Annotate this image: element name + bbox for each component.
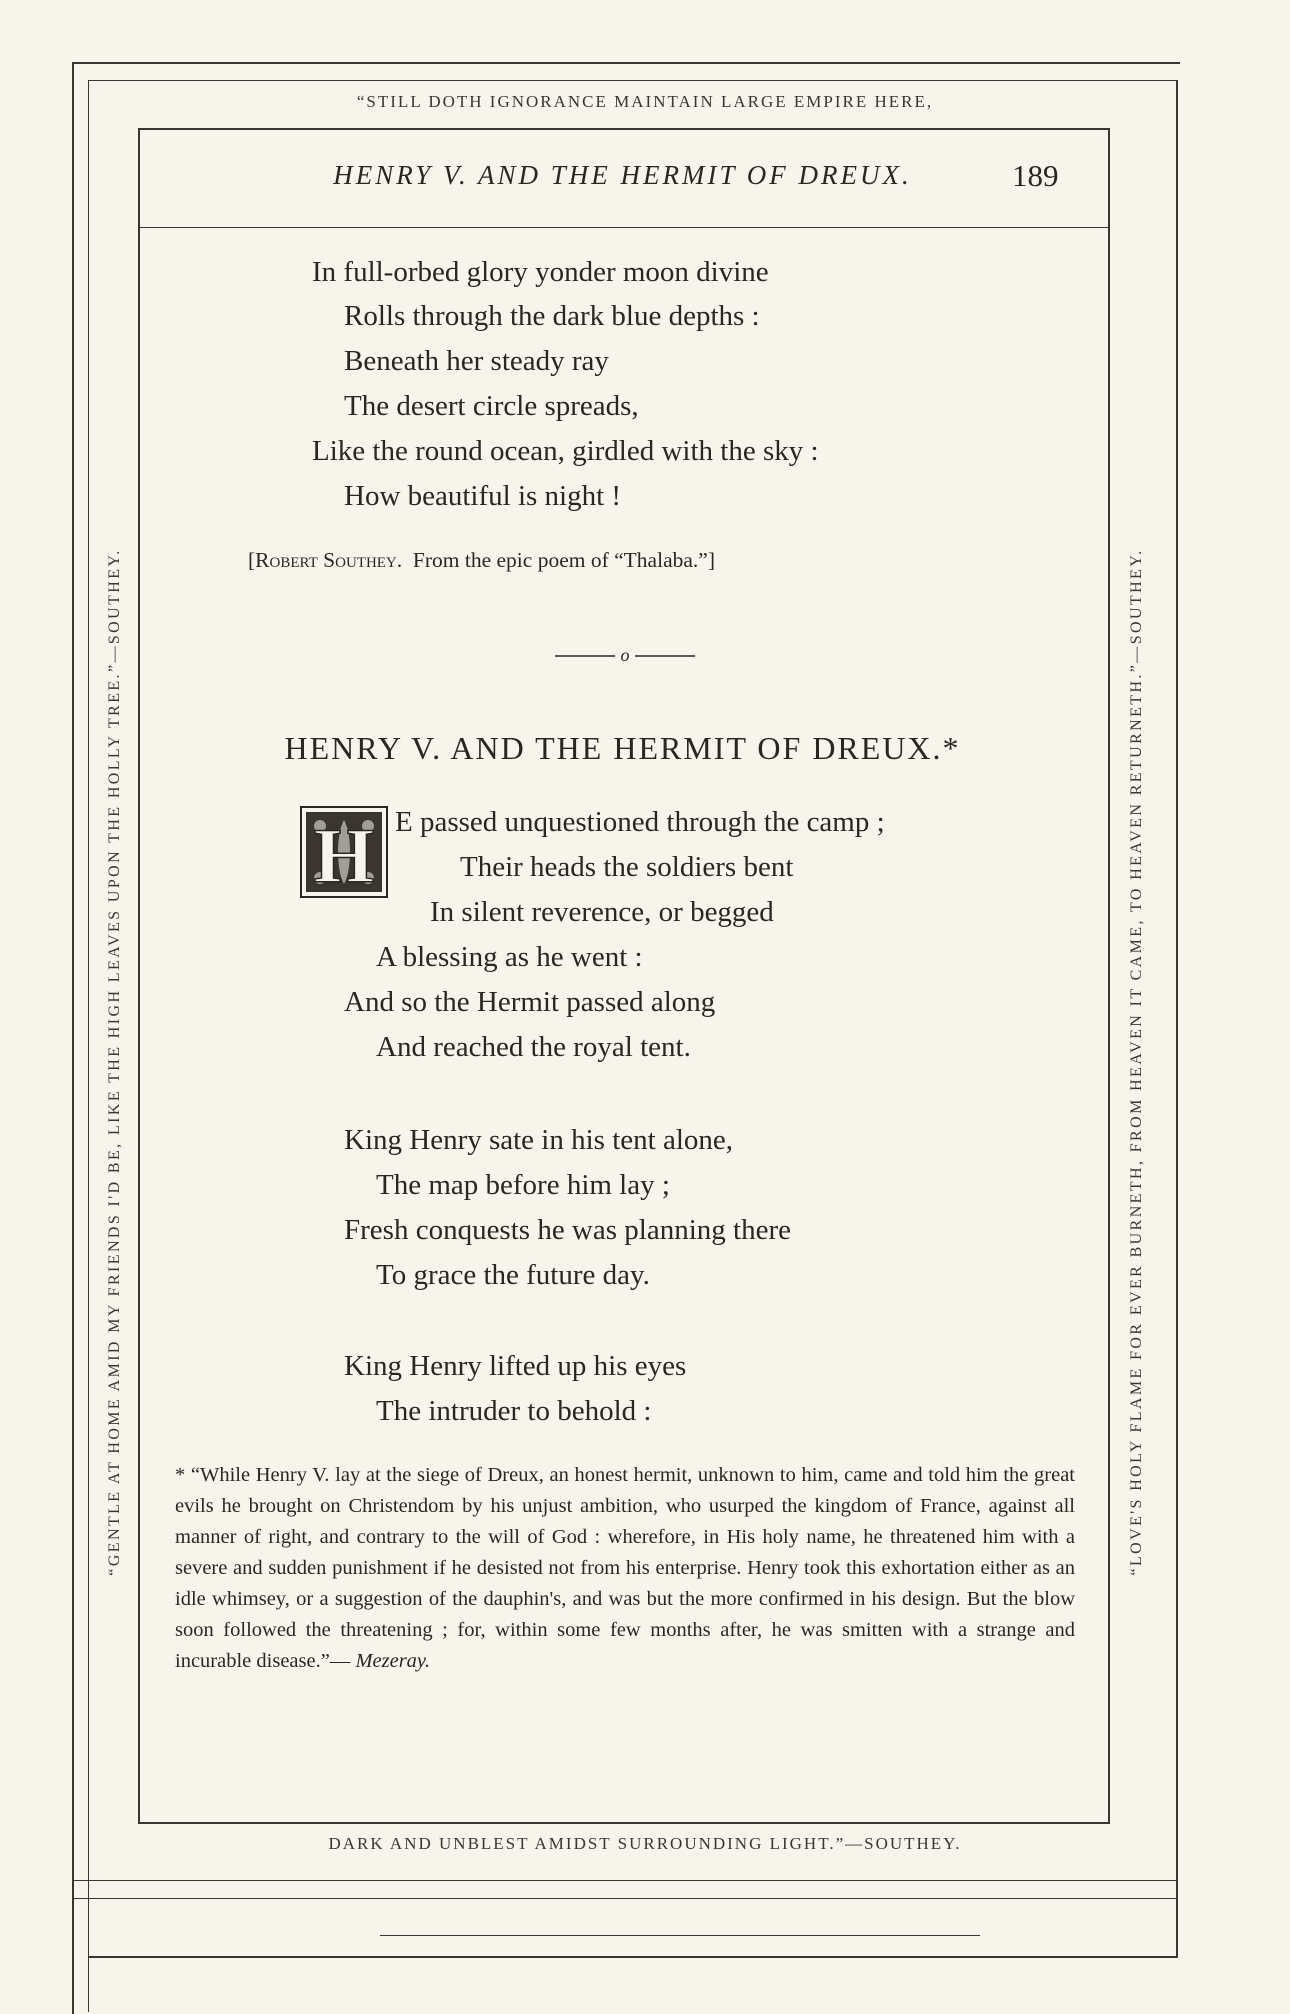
outer-frame-right (1176, 80, 1178, 1956)
attribution-rest: From the epic poem of “Thalaba.”] (412, 548, 715, 572)
poem-line: In full-orbed glory yonder moon divine (312, 256, 769, 288)
poem-line: A blessing as he went : (376, 941, 643, 973)
outer-frame-bottom (88, 1956, 1178, 1958)
top-border-quote: “STILL DOTH IGNORANCE MAINTAIN LARGE EMPIRE HERE, (356, 92, 934, 111)
poem-line: Beneath her steady ray (344, 345, 609, 377)
poem-line: How beautiful is night ! (344, 480, 622, 512)
footer-rule-3 (380, 1935, 980, 1936)
inner-box-left (138, 128, 140, 1824)
poem-line: The desert circle spreads, (344, 390, 639, 422)
bottom-border-quote: DARK AND UNBLEST AMIDST SURROUNDING LIGHT.”—SOUTHEY. (328, 1834, 962, 1853)
inner-box-bottom (138, 1822, 1110, 1824)
poem-line: The intruder to behold : (376, 1395, 652, 1427)
poem-line: And so the Hermit passed along (344, 986, 716, 1018)
drop-cap-ornament (300, 806, 388, 898)
right-border-quote: “LOVE'S HOLY FLAME FOR EVER BURNETH, FROM HEAVEN IT CAME, TO HEAVEN RETURNETH.”—SOUTHEY. (1128, 548, 1145, 1576)
left-border-quote: “GENTLE AT HOME AMID MY FRIENDS I'D BE, LIKE THE HIGH LEAVES UPON THE HOLLY TREE.”—SOUTHEY. (106, 548, 123, 1576)
poem-line: In silent reverence, or begged (430, 896, 774, 928)
poem-line: E passed unquestioned through the camp ; (395, 806, 885, 838)
footnote-text: * “While Henry V. lay at the siege of Dreux, an honest hermit, unknown to him, came and told him the great evils he brought on Christendom by his unjust ambition, who usurped the kingdom of France, against all manner of right, and contrary to the will of God : wherefore, in His holy name, he threatened him with a severe and sudden punishment if he desisted not from his enterprise. Henry took this exhortation either as an idle whimsey, or a suggestion of the dauphin's, and was but the more confirmed in his design. But the blow soon followed the threatening ; for, within some few months after, he was smitten with a strange and incurable disease.”— (175, 1464, 1075, 1672)
running-title: HENRY V. AND THE HERMIT OF DREUX. (333, 160, 912, 190)
outer-frame-left-inner (88, 80, 89, 2012)
attribution (248, 548, 715, 573)
poem-line: To grace the future day. (376, 1259, 650, 1291)
poem-title: HENRY V. AND THE HERMIT OF DREUX.* (284, 730, 961, 766)
footer-rule (72, 1880, 1178, 1881)
poem-line: King Henry sate in his tent alone, (344, 1124, 733, 1156)
outer-frame-top (72, 62, 1180, 64)
inner-box-right (1108, 128, 1110, 1824)
poem-line: Like the round ocean, girdled with the sky : (312, 435, 819, 467)
ornament-separator (555, 644, 695, 668)
header-rule (140, 227, 1108, 228)
footnote (175, 1460, 1075, 1677)
outer-frame-top-inner (88, 80, 1178, 81)
drop-cap-letter: H (313, 812, 375, 898)
separator-mark: o (620, 645, 630, 665)
footer-rule-2 (72, 1898, 1178, 1899)
poem-line: And reached the royal tent. (376, 1031, 691, 1063)
inner-box-top (138, 128, 1110, 130)
poem-line: The map before him lay ; (376, 1169, 670, 1201)
poem-line: Rolls through the dark blue depths : (344, 300, 760, 332)
footnote-source: Mezeray. (355, 1650, 431, 1672)
attribution-open: [ (248, 548, 256, 572)
attribution-author: Robert Southey. (255, 548, 403, 572)
outer-frame-left (72, 62, 74, 2014)
poem-line: King Henry lifted up his eyes (344, 1350, 687, 1382)
page-number: 189 (1012, 158, 1059, 193)
poem-line: Fresh conquests he was planning there (344, 1214, 791, 1246)
poem-line: Their heads the soldiers bent (460, 851, 794, 883)
